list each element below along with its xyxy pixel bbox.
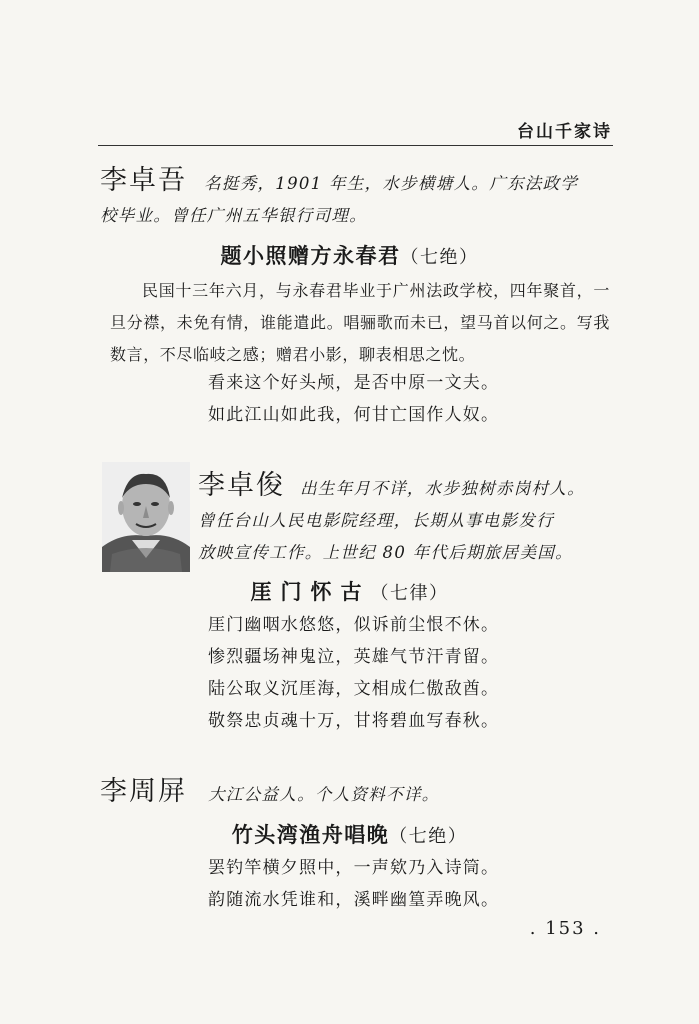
poet-name: 李卓俊	[198, 470, 285, 501]
poem-preface: 民国十三年六月，与永春君毕业于广州法政学校，四年聚首，一旦分襟，未免有情，谁能遣此。唱骊歌而未已，望马首以何之。写我数言，不尽临岐之感；赠君小影，聊表相思之忱。	[110, 281, 610, 364]
verse-line: 陆公取义沉厓海，文相成仁傲敌酋。	[208, 679, 500, 699]
poet-bio-cont: 校毕业。曾任广州五华银行司理。	[100, 206, 367, 225]
poet-bio-cont: 放映宣传工作。上世纪 80 年代后期旅居美国。	[198, 543, 573, 562]
page-number: . 153 .	[529, 918, 601, 939]
poem-verses	[208, 609, 499, 737]
verse-line: 惨烈疆场神鬼泣，英雄气节汗青留。	[208, 647, 500, 667]
running-header: 台山千家诗	[517, 122, 612, 142]
header-rule	[98, 145, 613, 146]
poem-title: 题小照赠方永春君（七绝）	[220, 244, 479, 268]
poet-bio: 名挺秀，1901 年生，水步横塘人。广东法政学	[204, 174, 579, 193]
entry-header-li-zhouping	[100, 769, 610, 811]
entry-header-li-zhuojun	[198, 463, 612, 569]
entry-header-li-zhuowu	[100, 158, 610, 232]
verse-line: 看来这个好头颅，是否中原一文夫。	[208, 373, 500, 393]
poem-verses	[208, 367, 499, 431]
poem-title: 厓门怀古（七律）	[250, 580, 449, 604]
poet-name: 李卓吾	[100, 165, 187, 196]
poet-bio: 出生年月不详，水步独树赤岗村人。	[300, 479, 585, 498]
verse-line: 罢钓竿横夕照中，一声欸乃入诗筒。	[208, 858, 500, 878]
poet-bio-cont: 曾任台山人民电影院经理，长期从事电影发行	[198, 511, 554, 530]
poet-bio: 大江公益人。个人资料不详。	[208, 785, 440, 804]
poet-portrait	[102, 462, 190, 572]
poet-name: 李周屏	[100, 776, 187, 807]
verse-line: 韵随流水凭谁和，溪畔幽篁弄晚风。	[208, 890, 500, 910]
poem-verses	[208, 852, 499, 916]
verse-line: 如此江山如此我，何甘亡国作人奴。	[208, 405, 500, 425]
poem-title: 竹头湾渔舟唱晚（七绝）	[231, 823, 468, 847]
verse-line: 敬祭忠贞魂十万，甘将碧血写春秋。	[208, 711, 500, 731]
verse-line: 厓门幽咽水悠悠，似诉前尘恨不休。	[208, 615, 500, 635]
